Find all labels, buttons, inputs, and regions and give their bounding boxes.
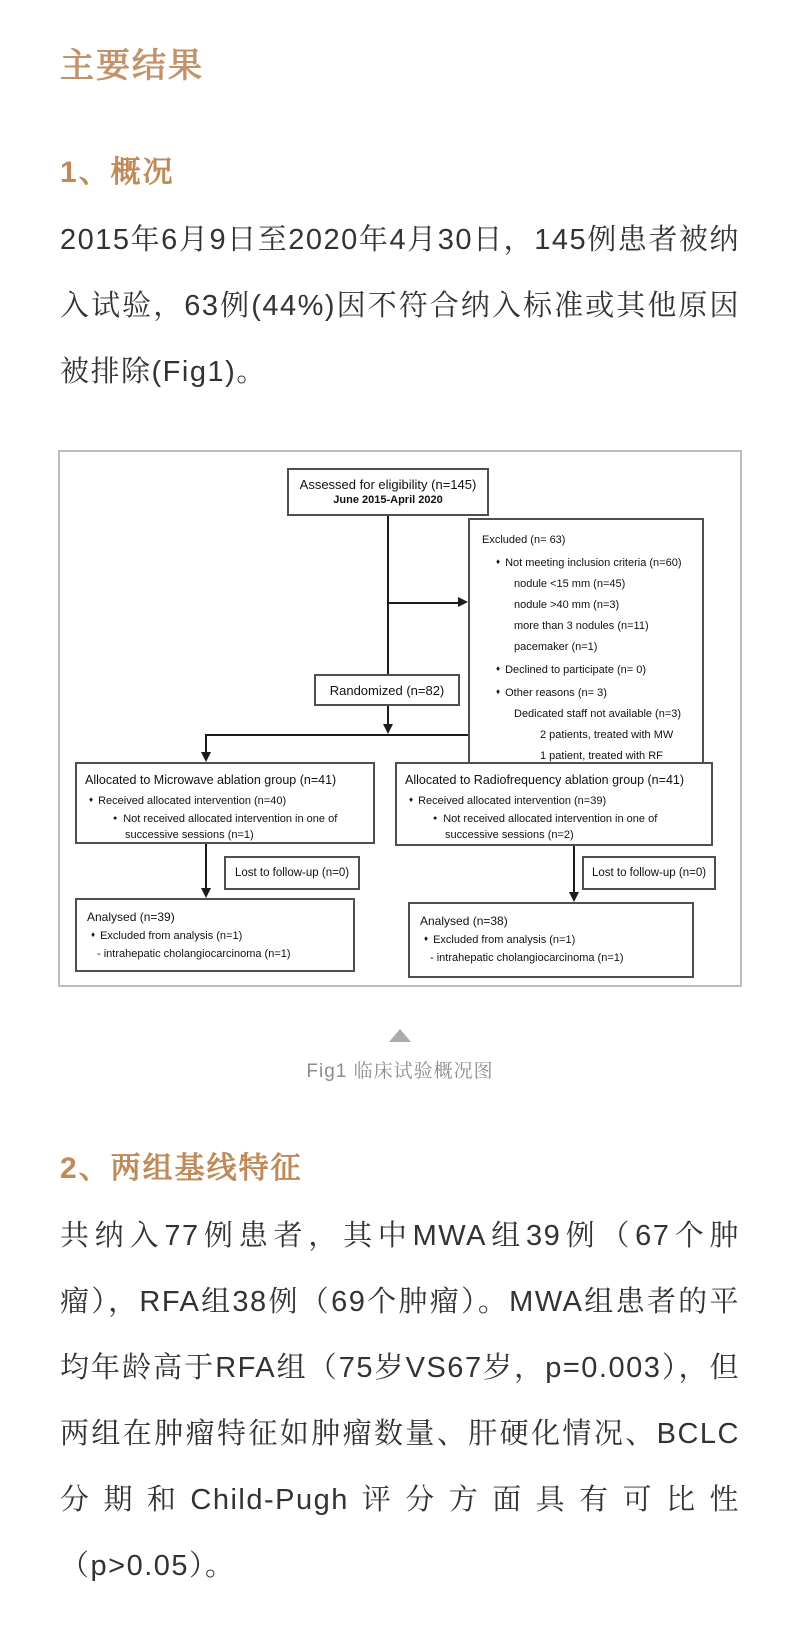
- flowchart-box-lost-rfa: [582, 856, 716, 890]
- flowchart-box-analysed-rfa: [408, 902, 694, 978]
- lost-mwa-label: Lost to follow-up (n=0): [234, 866, 350, 879]
- analysed-line: ♦ Excluded from analysis (n=1): [91, 930, 243, 942]
- connector-branch-mwa: [205, 734, 207, 752]
- flowchart-box-lost-mwa: [224, 856, 360, 890]
- flowchart-box-alloc-rfa: [395, 762, 713, 846]
- excluded-line: Dedicated staff not available (n=3): [514, 708, 682, 720]
- alloc-line: ♦ Received allocated intervention (n=39): [409, 795, 607, 807]
- analysed-line: ♦ Excluded from analysis (n=1): [424, 934, 576, 946]
- connector-to-excluded: [388, 602, 458, 604]
- arrowhead-down-icon: [201, 752, 211, 762]
- section-2-heading: 2、两组基线特征: [60, 1152, 303, 1185]
- excluded-line: ♦ Not meeting inclusion criteria (n=60): [496, 557, 682, 569]
- flowchart-box-assessed: [287, 468, 489, 516]
- excluded-line: nodule >40 mm (n=3): [514, 599, 620, 611]
- section-2-paragraph: 共纳入77例患者，其中MWA组39例（67个肿瘤），RFA组38例（69个肿瘤）。MWA组患者的平均年龄高于RFA组（75岁VS67岁，p=0.003），但两组在肿瘤特征如肿瘤数量、肝硬化情况、BCLC分期和Child-Pugh评分方面具有可比性（p>0.05）。: [60, 1220, 740, 1582]
- alloc-line: ● Not received allocated intervention in one of successive sessions (n=2): [433, 813, 658, 841]
- excluded-line: pacemaker (n=1): [514, 641, 598, 653]
- assessed-title: Assessed for eligibility (n=145): [299, 477, 477, 492]
- alloc-rfa-title: Allocated to Radiofrequency ablation group (n=41): [405, 773, 685, 787]
- connector-assessed-randomized: [387, 516, 389, 674]
- alloc-mwa-title: Allocated to Microwave ablation group (n=41): [85, 773, 337, 787]
- excluded-line: ♦ Declined to participate (n= 0): [496, 664, 647, 676]
- flowchart-box-analysed-mwa: [75, 898, 355, 972]
- trial-flowchart-figure[interactable]: [58, 450, 742, 987]
- figure-caption: Fig1 临床试验概况图: [306, 1061, 494, 1082]
- page-title: 主要结果: [60, 46, 204, 86]
- connector-rfa-analysed: [573, 846, 575, 892]
- randomized-label: Randomized (n=82): [329, 682, 445, 698]
- alloc-line: ♦ Received allocated intervention (n=40): [89, 795, 287, 807]
- connector-randomized-branch: [387, 706, 389, 726]
- excluded-line: 1 patient, treated with RF: [540, 750, 663, 762]
- excluded-line: ♦ Other reasons (n= 3): [496, 687, 607, 699]
- analysed-line: Analysed (n=39): [87, 910, 175, 924]
- arrowhead-down-icon: [201, 888, 211, 898]
- excluded-line: more than 3 nodules (n=11): [514, 620, 649, 632]
- arrowhead-down-icon: [569, 892, 579, 902]
- excluded-line: nodule <15 mm (n=45): [514, 578, 626, 590]
- connector-mwa-analysed: [205, 844, 207, 888]
- analysed-line: Analysed (n=38): [420, 914, 508, 928]
- section-1-heading: 1、概况: [60, 156, 175, 189]
- lost-rfa-label: Lost to follow-up (n=0): [591, 866, 707, 879]
- arrowhead-down-icon: [383, 724, 393, 734]
- assessed-subtitle: June 2015-April 2020: [333, 494, 443, 506]
- caption-arrow-icon: [389, 1029, 411, 1042]
- analysed-line: - intrahepatic cholangiocarcinoma (n=1): [97, 948, 291, 960]
- flowchart-box-alloc-mwa: [75, 762, 375, 844]
- flowchart-box-randomized: [314, 674, 460, 706]
- arrowhead-right-icon: [458, 597, 468, 607]
- excluded-line: 2 patients, treated with MW: [540, 729, 674, 741]
- flowchart-box-excluded: [468, 518, 704, 784]
- analysed-line: - intrahepatic cholangiocarcinoma (n=1): [430, 952, 624, 964]
- alloc-line: ● Not received allocated intervention in one of successive sessions (n=1): [113, 813, 338, 841]
- excluded-line: Excluded (n= 63): [482, 534, 566, 546]
- section-1-paragraph: 2015年6月9日至2020年4月30日，145例患者被纳入试验，63例(44%)因不符合纳入标准或其他原因被排除(Fig1)。: [60, 224, 740, 388]
